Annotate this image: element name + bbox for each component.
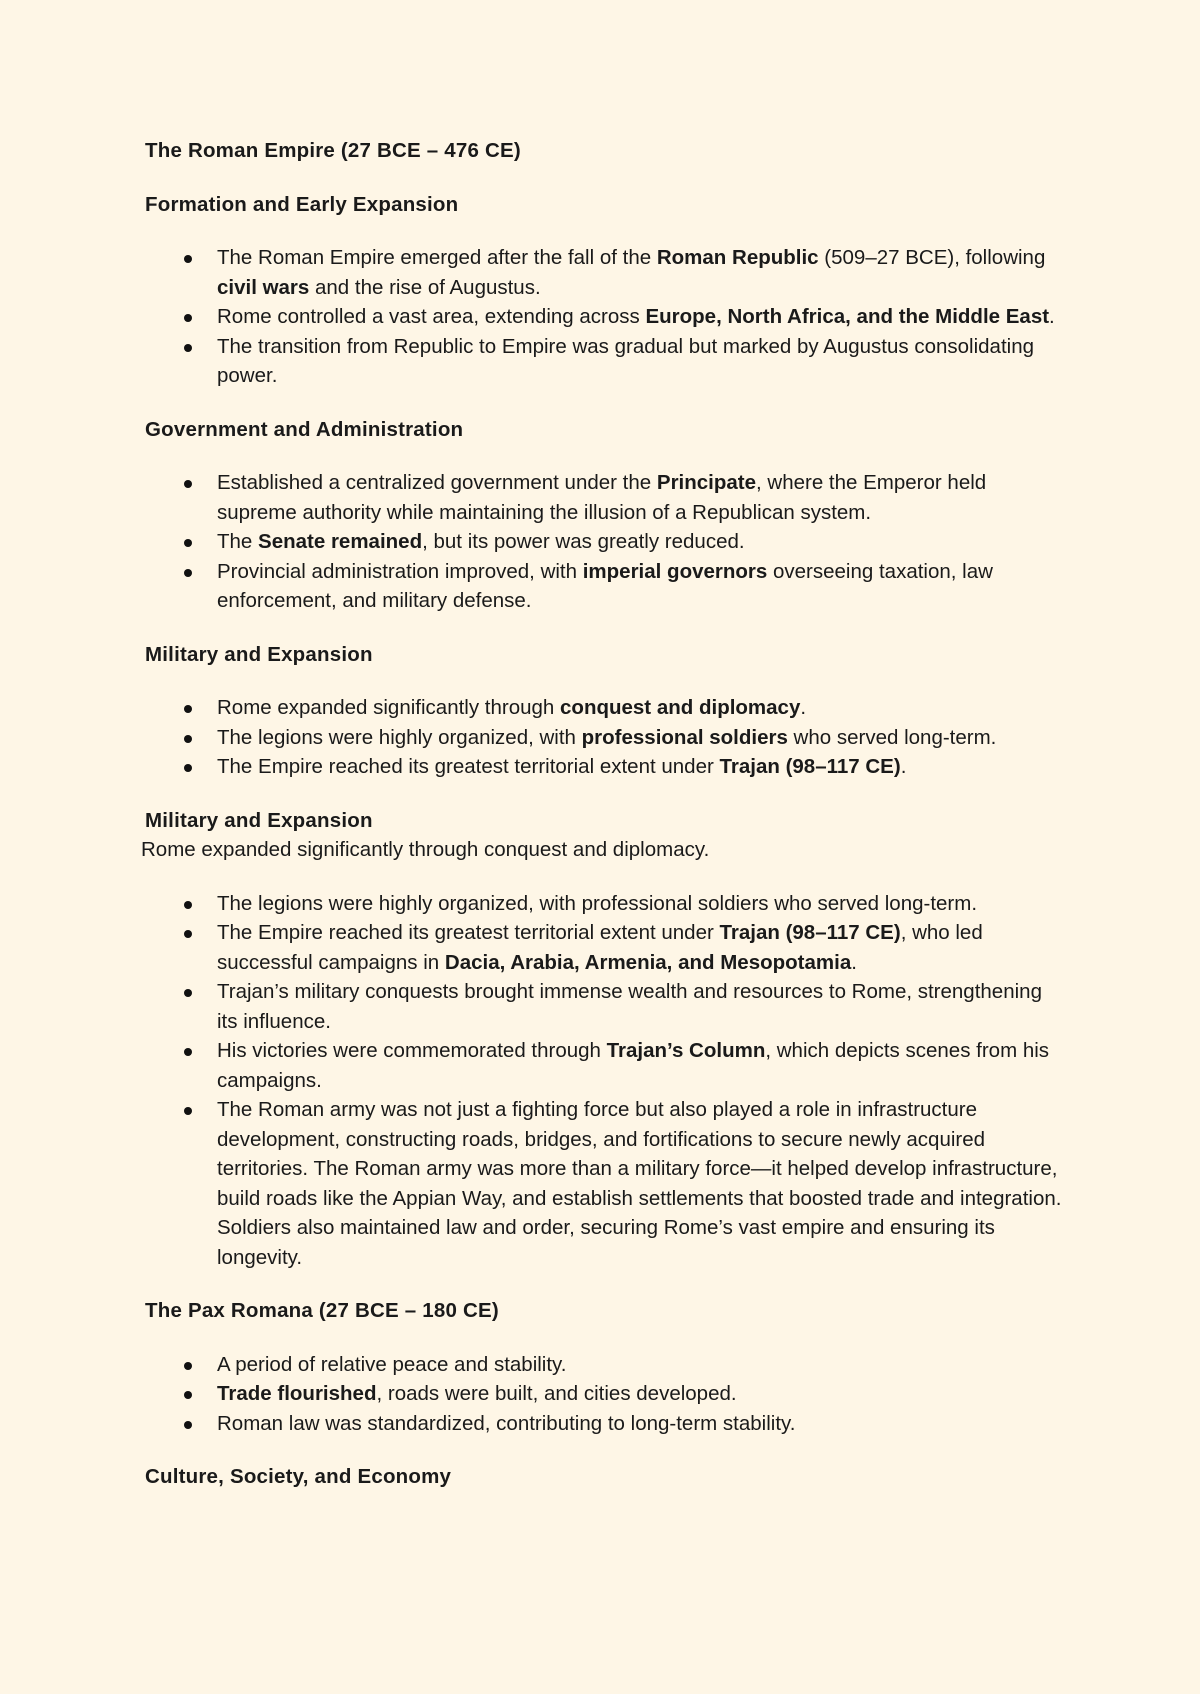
- text-run: The legions were highly organized, with: [217, 725, 582, 749]
- bullet-list: [145, 468, 1065, 616]
- bullet-dot-icon: [184, 705, 192, 713]
- bullet-dot-icon: [184, 1391, 192, 1399]
- text-run: Rome expanded significantly through: [217, 696, 561, 719]
- text-run: .: [851, 950, 857, 974]
- bullet-item: [145, 332, 1065, 391]
- bold-text: civil wars: [217, 275, 310, 299]
- text-run: .: [800, 696, 807, 719]
- bullet-dot-icon: [184, 480, 192, 488]
- bullet-item: [145, 1095, 1065, 1272]
- bold-text: professional soldiers: [581, 725, 788, 749]
- text-run: The Roman Empire emerged after the fall of the: [217, 246, 657, 269]
- bullet-item: [145, 1350, 1065, 1380]
- document-page: [141, 136, 1065, 1516]
- bullet-item: [145, 977, 1065, 1036]
- bold-text: imperial governors: [582, 559, 768, 583]
- text-run: .: [900, 755, 907, 778]
- section-intro: Rome expanded significantly through conquest and diplomacy.: [141, 838, 710, 861]
- bullet-dot-icon: [184, 1107, 192, 1115]
- bullet-list: [145, 693, 1065, 782]
- text-run: The transition from Republic to Empire was gradual but marked by Augustus consolidating power.: [217, 334, 1035, 387]
- bullet-item: [145, 557, 1065, 616]
- section-heading: The Pax Romana (27 BCE – 180 CE): [145, 1299, 499, 1322]
- text-run: The legions were highly organized, with professional soldiers who served long-term.: [217, 891, 978, 915]
- text-run: and the rise of Augustus.: [309, 275, 541, 299]
- bullet-item: [145, 918, 1065, 977]
- bullet-item: [145, 527, 1065, 557]
- text-run: Provincial administration improved, with: [217, 559, 583, 583]
- bold-text: Roman Republic: [656, 246, 819, 269]
- document-sections: [141, 190, 1065, 1492]
- bullet-list: [145, 243, 1065, 391]
- text-run: Established a centralized government under the: [217, 471, 657, 494]
- bullet-dot-icon: [184, 1421, 192, 1429]
- bold-text: Senate remained: [258, 530, 423, 553]
- text-run: Rome controlled a vast area, extending across: [217, 305, 646, 328]
- bullet-dot-icon: [184, 569, 192, 577]
- bullet-dot-icon: [184, 1362, 192, 1370]
- bold-text: Trajan’s Column: [606, 1039, 766, 1062]
- bullet-dot-icon: [184, 344, 192, 352]
- section-heading: Formation and Early Expansion: [145, 192, 459, 216]
- text-run: The Empire reached its greatest territorial extent under: [217, 921, 720, 944]
- bullet-dot-icon: [184, 735, 192, 743]
- bullet-dot-icon: [184, 901, 192, 909]
- bold-text: Europe, North Africa, and the Middle East: [645, 305, 1050, 328]
- text-run: (509–27 BCE), following: [818, 246, 1046, 269]
- bullet-item: [145, 889, 1065, 919]
- bold-text: Trajan (98–117 CE): [719, 755, 901, 778]
- text-run: , who led successful campaigns in: [217, 921, 983, 974]
- text-run: , but its power was greatly reduced.: [422, 530, 745, 553]
- text-run: A period of relative peace and stability.: [217, 1352, 567, 1376]
- text-run: Roman law was standardized, contributing to long-term stability.: [217, 1411, 796, 1435]
- section-heading: Military and Expansion: [145, 808, 373, 832]
- text-run: Trajan’s military conquests brought immense wealth and resources to Rome, strengthening its influence.: [217, 980, 1042, 1033]
- bullet-item: [145, 1379, 1065, 1409]
- text-run: .: [1049, 305, 1055, 328]
- bullet-dot-icon: [184, 1048, 192, 1056]
- bullet-item: [145, 1409, 1065, 1439]
- text-run: who served long-term.: [787, 725, 997, 749]
- document-title: The Roman Empire (27 BCE – 476 CE): [145, 139, 521, 162]
- bold-text: Trajan (98–117 CE): [719, 921, 901, 944]
- bullet-list: [145, 889, 1065, 1273]
- bullet-list: [145, 1350, 1065, 1439]
- bold-text: Dacia, Arabia, Armenia, and Mesopotamia: [444, 950, 852, 974]
- text-run: , where the Emperor held supreme authority while maintaining the illusion of a Republican system.: [217, 471, 987, 524]
- text-run: His victories were commemorated through: [217, 1039, 607, 1062]
- bullet-dot-icon: [184, 764, 192, 772]
- text-run: The Empire reached its greatest territorial extent under: [217, 755, 720, 778]
- section-heading: Culture, Society, and Economy: [145, 1465, 452, 1488]
- text-run: The Roman army was not just a fighting force but also played a role in infrastructure development, constructing roads, bridges, and fortifications to secure newly acquired territories. The Roman army was more than a military force—it helped develop infrastructure, build roads like the Appian Way, and establish settlements that boosted trade and integration. Soldiers also maintained law and order, securing Rome’s vast empire and ensuring its longevity.: [217, 1098, 1062, 1269]
- bullet-item: [145, 1036, 1065, 1095]
- section-heading: Government and Administration: [145, 417, 464, 441]
- text-run: The: [217, 530, 259, 553]
- bold-text: Trade flourished: [217, 1382, 377, 1405]
- bullet-dot-icon: [184, 314, 192, 322]
- text-run: , roads were built, and cities developed.: [376, 1382, 737, 1405]
- bullet-dot-icon: [184, 989, 192, 997]
- bullet-item: [145, 752, 1065, 782]
- bullet-item: [145, 693, 1065, 723]
- bullet-item: [145, 302, 1065, 332]
- section-heading: Military and Expansion: [145, 642, 373, 666]
- text-run: , which depicts scenes from his campaigns.: [217, 1039, 1050, 1092]
- bullet-item: [145, 723, 1065, 753]
- bullet-dot-icon: [184, 255, 192, 263]
- bullet-dot-icon: [184, 930, 192, 938]
- bullet-item: [145, 468, 1065, 527]
- bold-text: conquest and diplomacy: [560, 696, 801, 719]
- text-run: overseeing taxation, law enforcement, and military defense.: [217, 559, 993, 612]
- bold-text: Principate: [656, 471, 757, 494]
- bullet-dot-icon: [184, 539, 192, 547]
- bullet-item: [145, 243, 1065, 302]
